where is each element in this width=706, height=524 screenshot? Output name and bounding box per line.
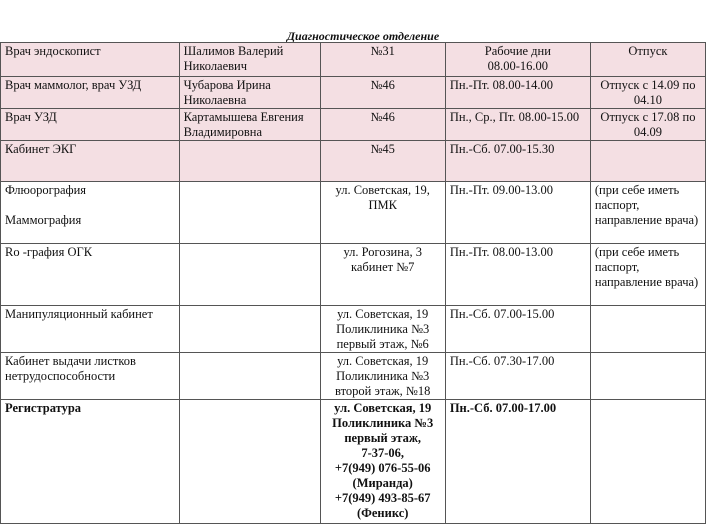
row-label-mammography: Маммография xyxy=(5,213,82,227)
row-label: Ro -графия ОГК xyxy=(1,244,180,306)
table-row xyxy=(1,400,706,524)
room-number: №46 xyxy=(320,109,445,141)
note xyxy=(590,353,705,400)
table-row xyxy=(1,109,706,141)
location: ул. Советская, 19, ПМК xyxy=(320,182,445,244)
work-hours: Пн.-Сб. 07.00-17.00 xyxy=(445,400,590,524)
location: ул. Советская, 19 Поликлиника №3 первый этаж, 7-37-06, +7(949) 076-55-06 (Миранда) +7(949) 493-85-67 (Феникс) xyxy=(320,400,445,524)
note: (при себе иметь паспорт, направление врача) xyxy=(590,244,705,306)
table-row xyxy=(1,182,706,244)
row-label: Манипуляционный кабинет xyxy=(1,306,180,353)
vacation-note: Отпуск xyxy=(590,43,705,77)
table-row xyxy=(1,141,706,182)
work-hours: Пн.-Пт. 09.00-13.00 xyxy=(445,182,590,244)
room-number: №31 xyxy=(320,43,445,77)
row-label: Кабинет ЭКГ xyxy=(1,141,180,182)
doctor-name xyxy=(179,353,320,400)
note: (при себе иметь паспорт, направление врача) xyxy=(590,182,705,244)
schedule-table xyxy=(0,42,706,524)
note xyxy=(590,306,705,353)
doctor-name: Чубарова Ирина Николаевна xyxy=(179,77,320,109)
work-hours: Пн.-Сб. 07.30-17.00 xyxy=(445,353,590,400)
row-label: Регистратура xyxy=(1,400,180,524)
room-number: №45 xyxy=(320,141,445,182)
doctor-name: Картамышева Евгения Владимировна xyxy=(179,109,320,141)
location: ул. Рогозина, 3 кабинет №7 xyxy=(320,244,445,306)
row-label: Врач УЗД xyxy=(1,109,180,141)
table-row xyxy=(1,353,706,400)
work-hours: Пн.-Сб. 07.00-15.00 xyxy=(445,306,590,353)
work-hours: Пн., Ср., Пт. 08.00-15.00 xyxy=(445,109,590,141)
doctor-name xyxy=(179,141,320,182)
row-label xyxy=(1,182,180,244)
section-title: Диагностическое отделение xyxy=(286,29,440,43)
row-label-fluorography: Флюорография xyxy=(5,183,87,197)
table-row xyxy=(1,244,706,306)
vacation-note: Отпуск с 14.09 по 04.10 xyxy=(590,77,705,109)
location: ул. Советская, 19 Поликлиника №3 второй этаж, №18 xyxy=(320,353,445,400)
doctor-name xyxy=(179,182,320,244)
work-hours: Пн.-Пт. 08.00-13.00 xyxy=(445,244,590,306)
vacation-note xyxy=(590,141,705,182)
row-label: Кабинет выдачи листков нетрудоспособности xyxy=(1,353,180,400)
work-hours: Пн.-Сб. 07.00-15.30 xyxy=(445,141,590,182)
work-hours: Рабочие дни 08.00-16.00 xyxy=(445,43,590,77)
table-row xyxy=(1,77,706,109)
doctor-name xyxy=(179,306,320,353)
row-label: Врач эндоскопист xyxy=(1,43,180,77)
doctor-name xyxy=(179,400,320,524)
vacation-note: Отпуск с 17.08 по 04.09 xyxy=(590,109,705,141)
note xyxy=(590,400,705,524)
table-row xyxy=(1,43,706,77)
work-hours: Пн.-Пт. 08.00-14.00 xyxy=(445,77,590,109)
room-number: №46 xyxy=(320,77,445,109)
row-label: Врач маммолог, врач УЗД xyxy=(1,77,180,109)
doctor-name: Шалимов Валерий Николаевич xyxy=(179,43,320,77)
doctor-name xyxy=(179,244,320,306)
table-row xyxy=(1,306,706,353)
location: ул. Советская, 19 Поликлиника №3 первый этаж, №6 xyxy=(320,306,445,353)
